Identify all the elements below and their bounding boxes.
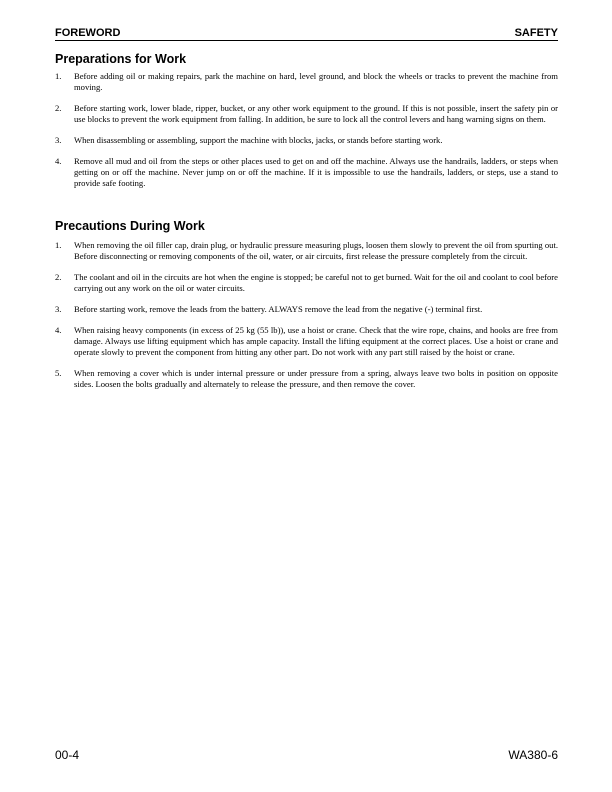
section-title-preparations: Preparations for Work bbox=[55, 52, 187, 66]
list-item bbox=[55, 368, 558, 390]
precautions-list bbox=[55, 240, 558, 400]
header-chapter: FOREWORD bbox=[55, 27, 121, 39]
section-title-precautions: Precautions During Work bbox=[55, 219, 205, 233]
list-item-text: Before starting work, remove the leads from the battery. ALWAYS remove the lead from the negative (-) terminal first. bbox=[74, 304, 483, 314]
list-item-text: When raising heavy components (in excess of 25 kg (55 lb)), use a hoist or crane. Check that the wire rope, chains, and hooks are free from damage. Always use lifting equipment which has ample capacity. Install the lifting equipment at the correct places. Use a hoist or crane and operate slowly to prevent the component from hitting any other part. Do not work with any part still raised by the hoist or crane. bbox=[74, 325, 558, 357]
list-item-text: The coolant and oil in the circuits are hot when the engine is stopped; be careful not to get burned. Wait for the oil and coolant to cool before carrying out any work on the oil or water circuits. bbox=[74, 272, 558, 293]
list-item-number: 1. bbox=[55, 240, 62, 250]
list-item bbox=[55, 156, 558, 189]
list-item bbox=[55, 71, 558, 93]
list-item-number: 3. bbox=[55, 304, 62, 314]
list-item bbox=[55, 240, 558, 262]
page-number: 00-4 bbox=[55, 748, 80, 762]
list-item-number: 4. bbox=[55, 156, 62, 166]
list-item bbox=[55, 103, 558, 125]
model-number: WA380-6 bbox=[508, 748, 558, 762]
list-item bbox=[55, 135, 558, 146]
list-item-text: Before adding oil or making repairs, park the machine on hard, level ground, and block the wheels or tracks to prevent the machine from moving. bbox=[74, 71, 558, 92]
list-item-number: 5. bbox=[55, 368, 62, 378]
list-item-text: Before starting work, lower blade, ripper, bucket, or any other work equipment to the ground. If this is not possible, insert the safety pin or use blocks to prevent the work equipment from falling. In addition, be sure to lock all the control levers and hang warning signs on them. bbox=[74, 103, 558, 124]
list-item-number: 1. bbox=[55, 71, 62, 81]
header-topic: SAFETY bbox=[514, 27, 558, 39]
list-item bbox=[55, 272, 558, 294]
list-item-text: When removing a cover which is under internal pressure or under pressure from a spring, always leave two bolts in position on opposite sides. Loosen the bolts gradually and alternately to release the pressure, and then remove the cover. bbox=[74, 368, 558, 389]
list-item-text: When removing the oil filler cap, drain plug, or hydraulic pressure measuring plugs, loosen them slowly to prevent the oil from spurting out. Before disconnecting or removing components of the oil, water, or air circuits, first release the pressure completely from the circuit. bbox=[74, 240, 558, 261]
preparations-list bbox=[55, 71, 558, 199]
list-item-number: 2. bbox=[55, 272, 62, 282]
list-item bbox=[55, 304, 558, 315]
list-item-number: 4. bbox=[55, 325, 62, 335]
list-item-number: 3. bbox=[55, 135, 62, 145]
list-item bbox=[55, 325, 558, 358]
list-item-text: Remove all mud and oil from the steps or other places used to get on and off the machine. Always use the handrails, ladders, or steps when getting on or off the machine. Never jump on or off the machine. If it is impossible to use the handrails, ladders, or steps, use a stand to provide safe footing. bbox=[74, 156, 558, 188]
list-item-number: 2. bbox=[55, 103, 62, 113]
list-item-text: When disassembling or assembling, support the machine with blocks, jacks, or stands before starting work. bbox=[74, 135, 443, 145]
page-header bbox=[55, 26, 558, 41]
